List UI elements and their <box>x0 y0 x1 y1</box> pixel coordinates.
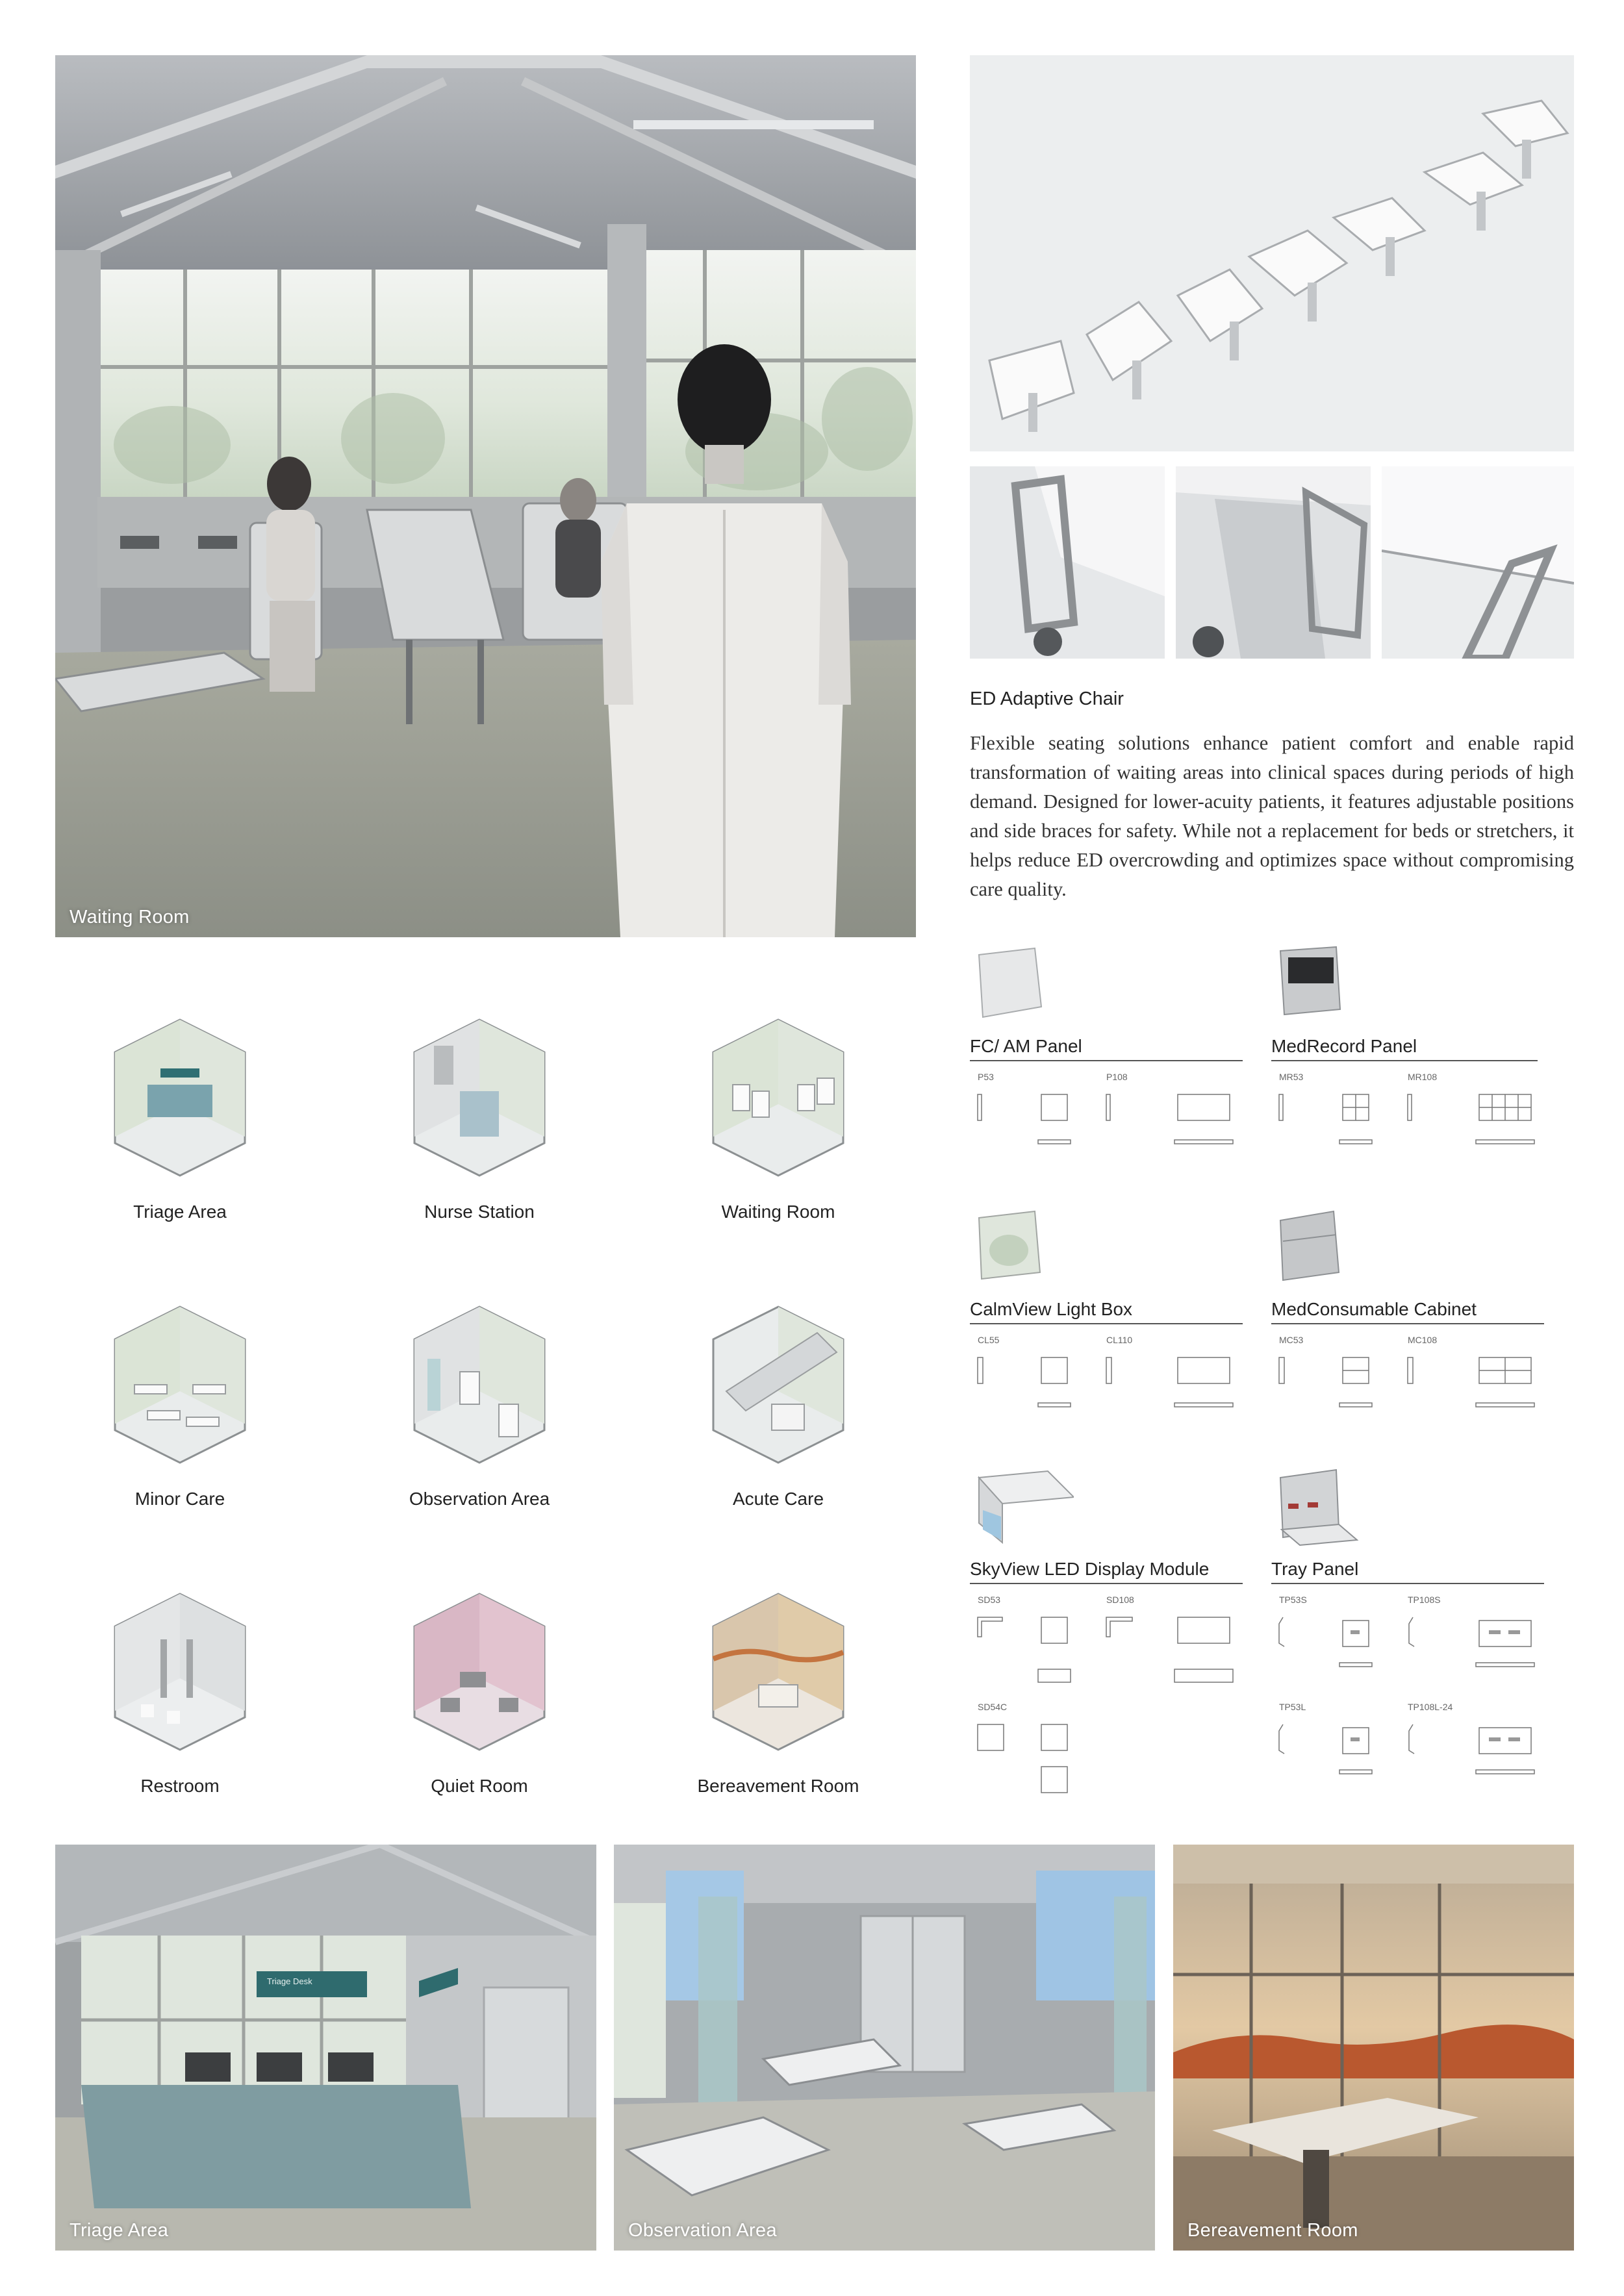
zone-acute-care <box>648 1294 908 1508</box>
panel-medconsumable-cabinet <box>1271 1205 1544 1439</box>
zone-label: Acute Care <box>732 1489 824 1509</box>
medrecord-panel-thumbnail <box>1271 942 1349 1026</box>
zone-quiet-room <box>349 1581 609 1795</box>
bottom-caption-observation: Observation Area <box>628 2220 777 2241</box>
panel-title: MedRecord Panel <box>1271 1036 1417 1056</box>
panel-divider <box>970 1323 1243 1324</box>
spec-code: SD108 <box>1106 1595 1134 1605</box>
zone-minor-care <box>50 1294 310 1508</box>
waiting-room-iso-icon <box>687 1007 869 1189</box>
bottom-render-bereavement-room <box>1173 1845 1574 2251</box>
panel-divider <box>970 1583 1243 1584</box>
bottom-caption-triage: Triage Area <box>70 2220 169 2241</box>
panel-title: FC/ AM Panel <box>970 1036 1082 1056</box>
zone-label: Triage Area <box>133 1202 227 1222</box>
panel-title: MedConsumable Cabinet <box>1271 1299 1477 1319</box>
nurse-station-iso-icon <box>388 1007 570 1189</box>
acute-care-iso-icon <box>687 1294 869 1476</box>
panel-title: SkyView LED Display Module <box>970 1559 1210 1579</box>
chair-sequence-illustration <box>970 55 1574 451</box>
spec-code: SD54C <box>978 1702 1008 1712</box>
spec-code: MC53 <box>1279 1335 1304 1345</box>
zone-nurse-station <box>349 1007 609 1221</box>
waiting-room-scene <box>55 55 916 937</box>
zone-triage-area <box>50 1007 310 1221</box>
zone-observation-area <box>349 1294 609 1508</box>
bottom-render-observation-area <box>614 1845 1155 2251</box>
zone-label: Minor Care <box>134 1489 225 1509</box>
medrecord-panel-drawing <box>1278 1088 1538 1166</box>
spec-code: MC108 <box>1408 1335 1438 1345</box>
triage-desk-sign: Triage Desk <box>267 1976 312 1986</box>
fc-am-panel-drawing <box>976 1088 1236 1166</box>
spec-code: TP108L-24 <box>1408 1702 1453 1712</box>
chair-detail-render-1 <box>970 466 1165 659</box>
tray-panel-drawing <box>1278 1611 1538 1806</box>
spec-code: P53 <box>978 1072 994 1082</box>
panel-skyview-led-display <box>970 1465 1243 1809</box>
panel-divider <box>970 1060 1243 1061</box>
chair-detail-render-2 <box>1176 466 1371 659</box>
panel-tray <box>1271 1465 1544 1809</box>
chair-sequence-render <box>970 55 1574 451</box>
hero-caption: Waiting Room <box>70 907 190 927</box>
chair-brace-detail <box>1382 466 1574 659</box>
quiet-room-iso-icon <box>388 1581 570 1763</box>
spec-code: TP108S <box>1408 1595 1441 1605</box>
spec-code: CL55 <box>978 1335 1000 1345</box>
panel-fc-am <box>970 942 1243 1176</box>
panel-title: CalmView Light Box <box>970 1299 1133 1319</box>
hero-render-waiting-room <box>55 55 916 937</box>
medconsumable-cabinet-drawing <box>1278 1351 1538 1429</box>
triage-area-iso-icon <box>89 1007 271 1189</box>
spec-code: TP53S <box>1279 1595 1307 1605</box>
calmview-light-box-thumbnail <box>970 1205 1048 1289</box>
bottom-caption-bereavement: Bereavement Room <box>1187 2220 1358 2241</box>
spec-code: P108 <box>1106 1072 1128 1082</box>
panel-calmview-light-box <box>970 1205 1243 1439</box>
zone-label: Observation Area <box>409 1489 550 1509</box>
panel-medrecord <box>1271 942 1544 1176</box>
bereavement-room-scene <box>1173 1845 1574 2251</box>
chair-description: Flexible seating solutions enhance patient comfort and enable rapid transformation of waiting areas into clinical spaces during periods of high demand. Designed for lower-acuity patients, it features adjustable positions and side braces for safety. While not a replacement for beds or stretchers, it helps reduce ED overcrowding and optimizes space without compromising care quality. <box>970 732 1574 900</box>
medconsumable-cabinet-thumbnail <box>1271 1205 1349 1289</box>
observation-area-scene <box>614 1845 1155 2251</box>
calmview-light-box-drawing <box>976 1351 1236 1429</box>
zone-label: Nurse Station <box>424 1202 535 1222</box>
triage-area-scene <box>55 1845 596 2251</box>
observation-area-iso-icon <box>388 1294 570 1476</box>
chair-armrest-detail <box>970 466 1165 659</box>
zone-bereavement-room <box>648 1581 908 1795</box>
spec-code: CL110 <box>1106 1335 1133 1345</box>
tray-panel-thumbnail <box>1271 1465 1362 1549</box>
spec-code: MR53 <box>1279 1072 1304 1082</box>
zone-label: Waiting Room <box>721 1202 835 1222</box>
zone-label: Bereavement Room <box>697 1776 859 1796</box>
zone-restroom <box>50 1581 310 1795</box>
zone-label: Quiet Room <box>431 1776 528 1796</box>
fc-am-panel-thumbnail <box>970 942 1048 1026</box>
panel-divider <box>1271 1583 1544 1584</box>
bottom-render-triage-area <box>55 1845 596 2251</box>
panel-divider <box>1271 1323 1544 1324</box>
spec-code: SD53 <box>978 1595 1001 1605</box>
chair-title: ED Adaptive Chair <box>970 688 1124 709</box>
chair-detail-render-3 <box>1382 466 1574 659</box>
spec-code: TP53L <box>1279 1702 1306 1712</box>
skyview-led-display-thumbnail <box>970 1465 1074 1549</box>
zone-label: Restroom <box>140 1776 220 1796</box>
minor-care-iso-icon <box>89 1294 271 1476</box>
panel-title: Tray Panel <box>1271 1559 1359 1579</box>
spec-code: MR108 <box>1408 1072 1438 1082</box>
panel-divider <box>1271 1060 1538 1061</box>
restroom-iso-icon <box>89 1581 271 1763</box>
chair-hinge-detail <box>1176 466 1371 659</box>
skyview-led-display-drawing <box>976 1611 1236 1806</box>
zone-waiting-room <box>648 1007 908 1221</box>
bereavement-room-iso-icon <box>687 1581 869 1763</box>
